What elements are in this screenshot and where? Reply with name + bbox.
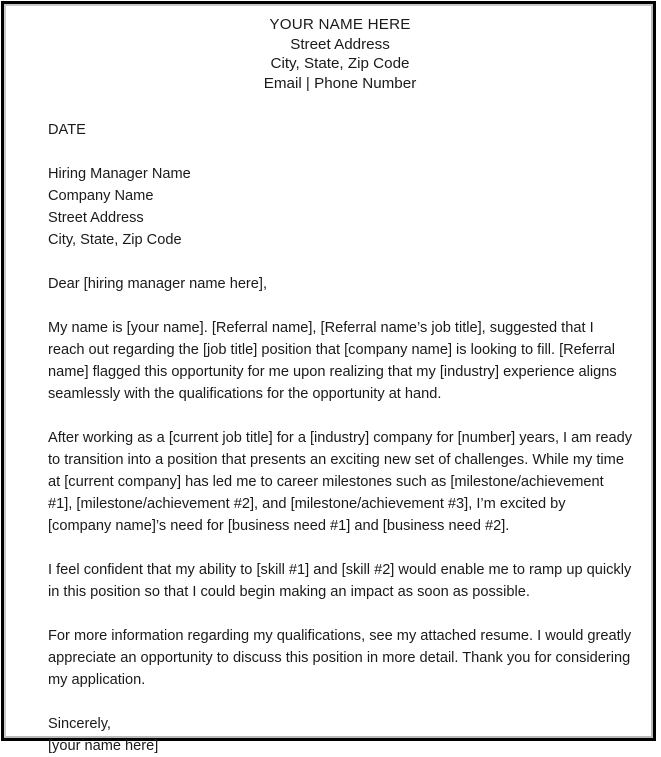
letterhead-contact: Email | Phone Number [263,74,417,92]
closing-block [48,713,632,757]
salutation: Dear [hiring manager name here], [48,276,268,293]
letterhead-city-state-zip: City, State, Zip Code [270,55,410,73]
letter-paragraph: After working as a [current job title] for a [industry] company for [number] years, I am ready to transition into a position that presents an exciting new set of challenges. While my time at [current company] has led me to career milestones such as [milestone/achievement #1], [milestone/achievement #2], and [milestone/achievement #3], I’m excited by [company name]’s need for [business need #1] and [business need #2]. [48,430,632,535]
letterhead-street: Street Address [290,35,390,53]
letterhead-name: YOUR NAME HERE [269,16,411,33]
letter-frame [1,1,656,755]
recipient-manager-name: Hiring Manager Name [48,166,191,183]
letter-paragraph: For more information regarding my qualifications, see my attached resume. I would greatly appreciate an opportunity to discuss this position in more detail. Thank you for considering my application. [48,628,632,689]
recipient-city-state-zip: City, State, Zip Code [48,232,182,249]
recipient-address-block [48,163,632,251]
letter-page [4,4,653,755]
letter-content [48,6,632,757]
recipient-company-name: Company Name [48,188,154,205]
valediction: Sincerely, [48,716,111,733]
date-line: DATE [48,122,86,139]
letter-paragraph: My name is [your name]. [Referral name], [Referral name’s job title], suggested that I reach out regarding the [job title] position that [company name] is looking to fill. [Referral name] flagged this opportunity for me upon realizing that my [industry] experience aligns seamlessly with the qualifications for the opportunity at hand. [48,320,617,403]
letterhead [48,15,632,93]
letter-paragraph: I feel confident that my ability to [skill #1] and [skill #2] would enable me to ramp up quickly in this position so that I could begin making an impact as soon as possible. [48,562,632,601]
signature-name: [your name here] [48,738,159,755]
recipient-street: Street Address [48,210,144,227]
